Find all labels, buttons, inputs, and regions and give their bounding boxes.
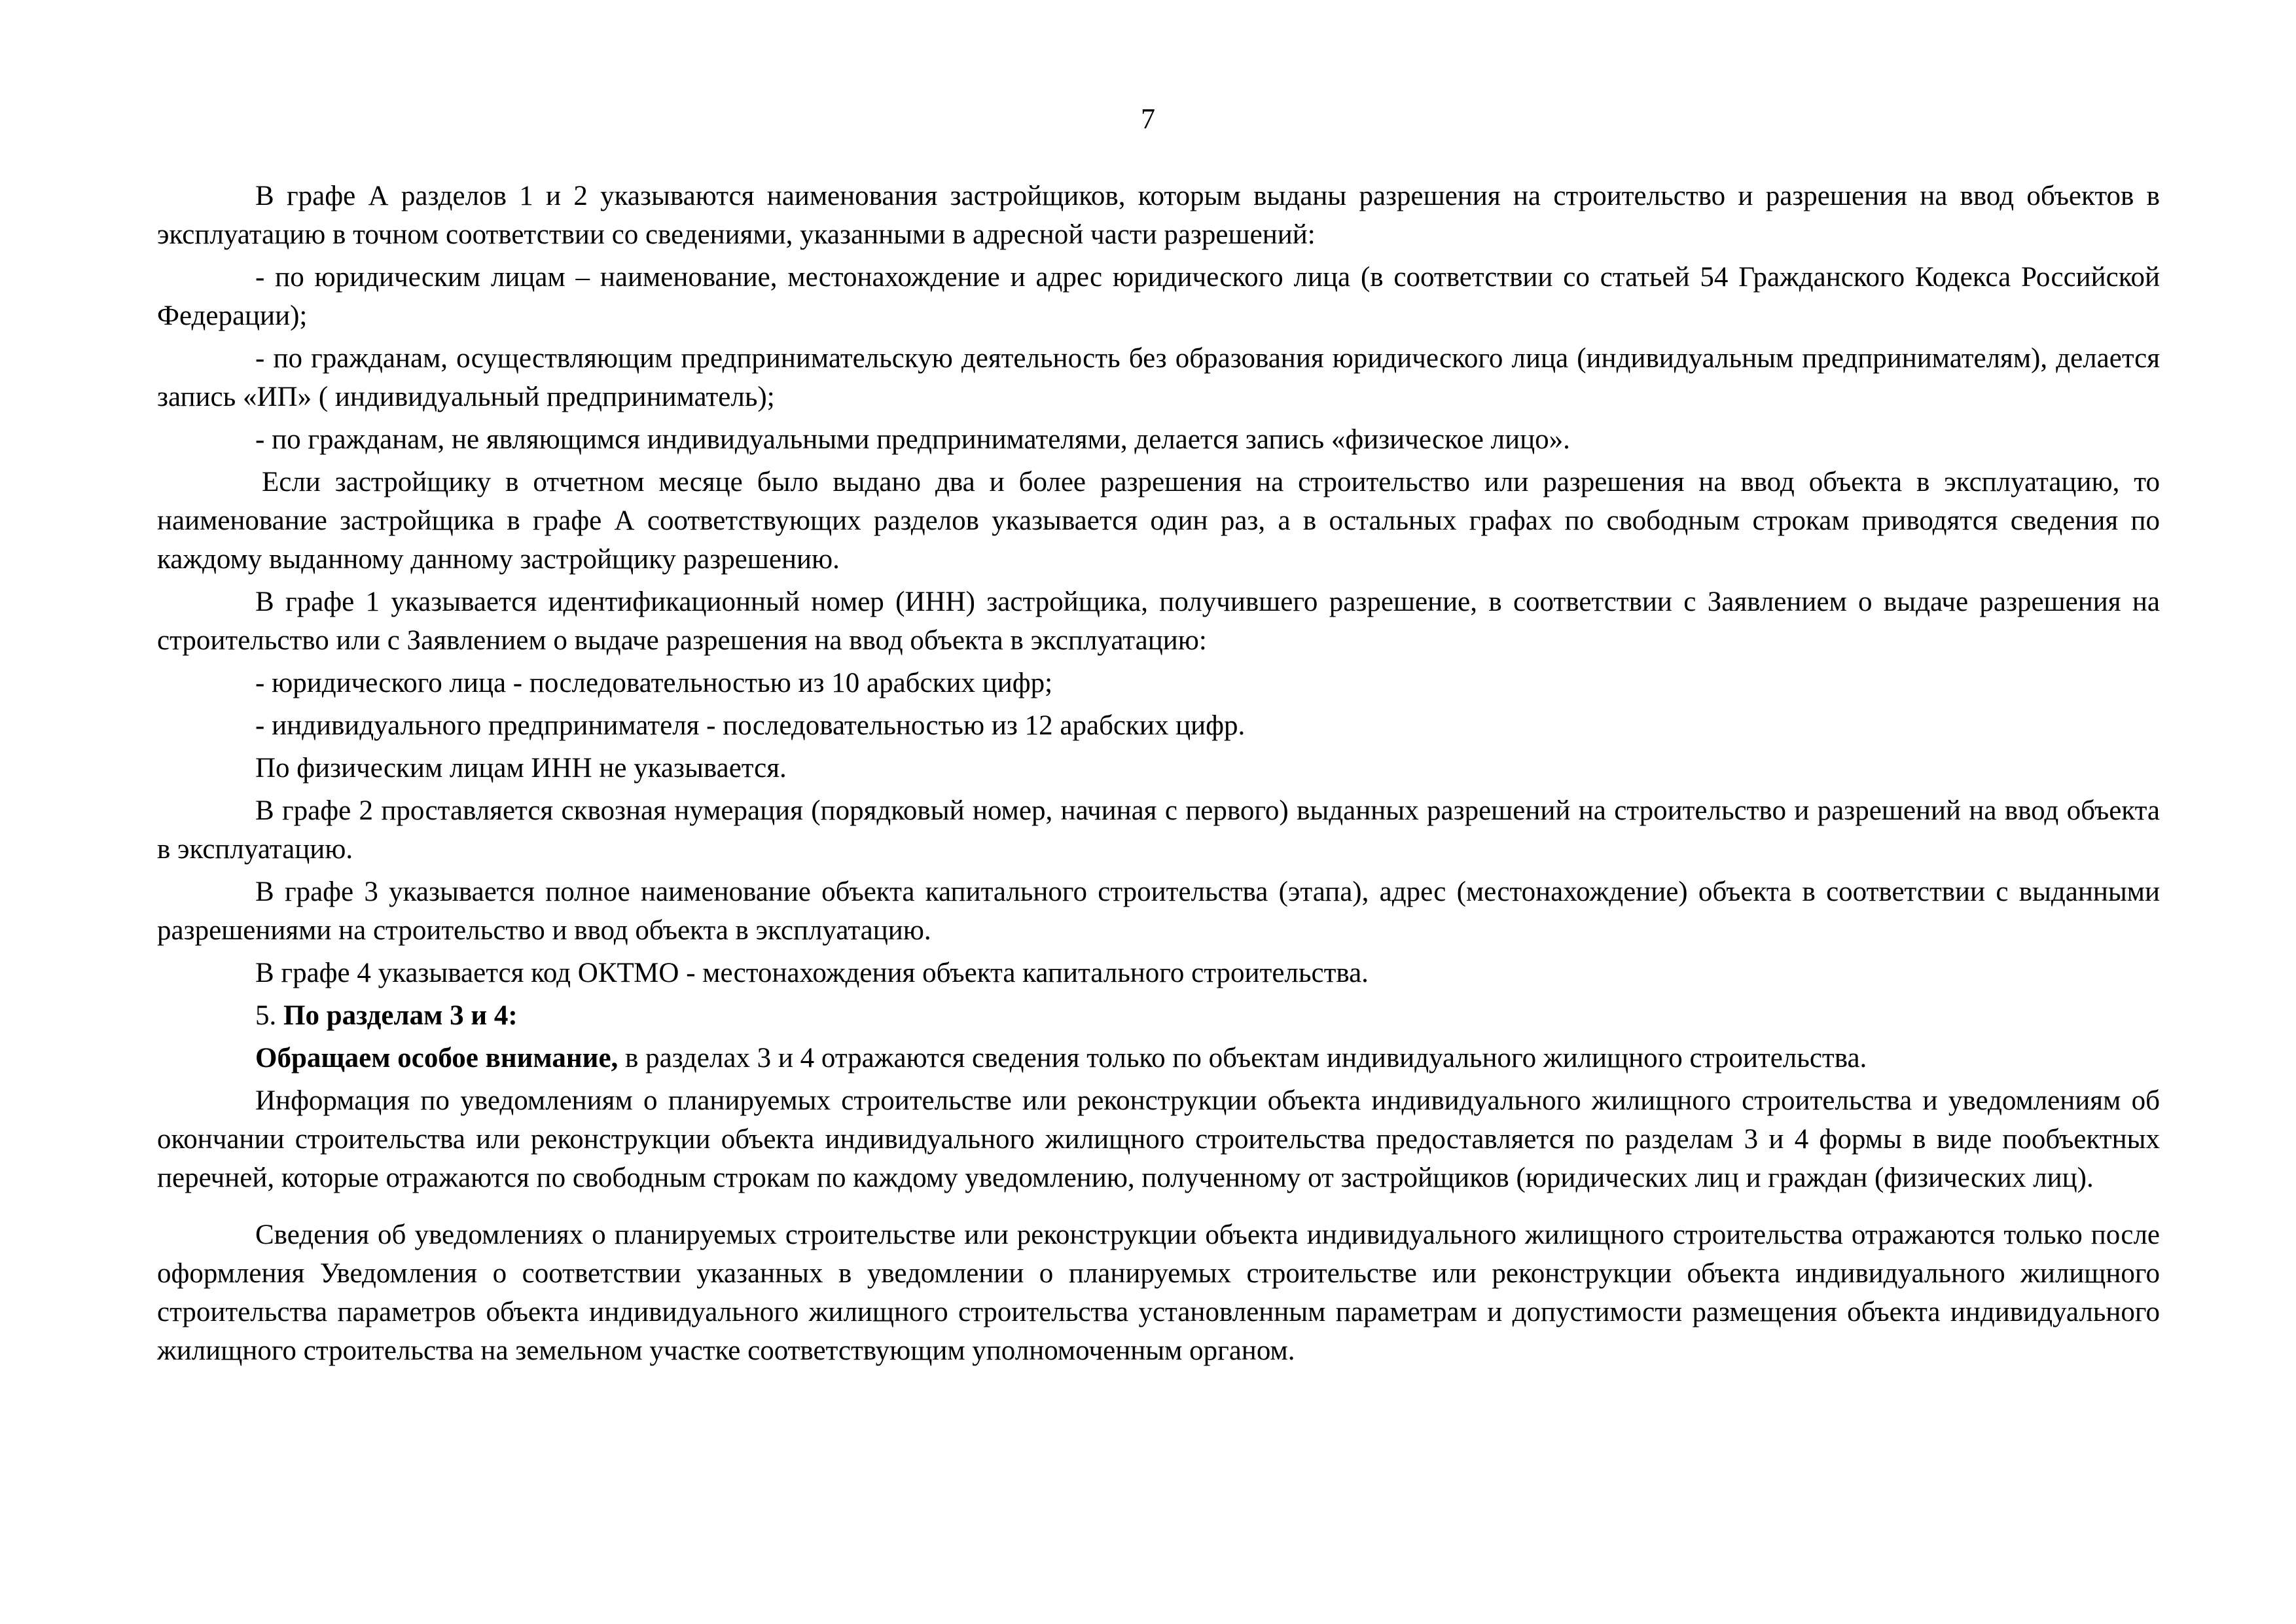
document-body [157, 177, 2160, 1370]
paragraph-entrepreneurs: - по гражданам, осуществляющим предпринимательскую деятельность без образования юридического лица (индивидуальным предпринимателям), делается запись «ИП» ( индивидуальный предприниматель); [157, 343, 2160, 412]
paragraph-inn-individuals: По физическим лицам ИНН не указывается. [255, 753, 787, 784]
paragraph-attention [157, 1039, 2160, 1077]
paragraph-column-4: В графе 4 указывается код ОКТМО - местонахождения объекта капитального строительства. [255, 958, 1369, 988]
attention-emphasis: Обращаем особое внимание, [255, 1043, 619, 1074]
section-number: 5. [255, 1000, 283, 1031]
paragraph-column-2: В графе 2 проставляется сквозная нумерация (порядковый номер, начиная с первого) выданных разрешений на строительство и разрешений на ввод объекта в эксплуатацию. [157, 795, 2160, 865]
paragraph-column-a: В графе А разделов 1 и 2 указываются наименования застройщиков, которым выданы разрешения на строительство и разрешения на ввод объектов в эксплуатацию в точном соответствии со сведениями, указанными в адресной части разрешений: [157, 181, 2160, 250]
section-title: По разделам 3 и 4: [283, 1000, 518, 1031]
attention-text: в разделах 3 и 4 отражаются сведения только по объектам индивидуального жилищного строительства. [618, 1043, 1867, 1074]
paragraph-multiple-permits: Если застройщику в отчетном месяце было выдано два и более разрешения на строительство или разрешения на ввод объекта в эксплуатацию, то наименование застройщика в графе А соответствующих разделов указывается один раз, а в остальных графах по свободным строкам приводятся сведения по каждому выданному данному застройщику разрешению. [157, 467, 2160, 575]
page-number: 7 [1141, 103, 1155, 135]
section-heading-3-4 [157, 996, 2160, 1035]
paragraph-inn-entrepreneur: - индивидуального предпринимателя - последовательностью из 12 арабских цифр. [255, 710, 1246, 741]
paragraph-notifications-info: Информация по уведомлениям о планируемых строительстве или реконструкции объекта индивидуального жилищного строительства и уведомлениям об окончании строительства или реконструкции объекта индивидуального жилищного строительства предоставляется по разделам 3 и 4 формы в виде пообъектных перечней, которые отражаются по свободным строкам по каждому уведомлению, полученному от застройщиков (юридических лиц и граждан (физических лиц). [157, 1085, 2160, 1193]
paragraph-column-3: В графе 3 указывается полное наименование объекта капитального строительства (этапа), адрес (местонахождение) объекта в соответствии с выданными разрешениями на строительство и ввод объекта в эксплуатацию. [157, 876, 2160, 946]
paragraph-legal-entities: - по юридическим лицам – наименование, местонахождение и адрес юридического лица (в соответствии со статьей 54 Гражданского Кодекса Российской Федерации); [157, 262, 2160, 331]
paragraph-notifications-details: Сведения об уведомлениях о планируемых строительстве или реконструкции объекта индивидуального жилищного строительства отражаются только после оформления Уведомления о соответствии указанных в уведомлении о планируемых строительстве или реконструкции объекта индивидуального жилищного строительства параметров объекта индивидуального жилищного строительства установленным параметрам и допустимости размещения объекта индивидуального жилищного строительства на земельном участке соответствующим уполномоченным органом. [157, 1219, 2160, 1366]
paragraph-column-1: В графе 1 указывается идентификационный номер (ИНН) застройщика, получившего разрешение, в соответствии с Заявлением о выдаче разрешения на строительство или с Заявлением о выдаче разрешения на ввод объекта в эксплуатацию: [157, 586, 2160, 656]
paragraph-inn-legal: - юридического лица - последовательностью из 10 арабских цифр; [255, 668, 1053, 698]
paragraph-individuals: - по гражданам, не являющимся индивидуальными предпринимателями, делается запись «физическое лицо». [255, 424, 1570, 455]
